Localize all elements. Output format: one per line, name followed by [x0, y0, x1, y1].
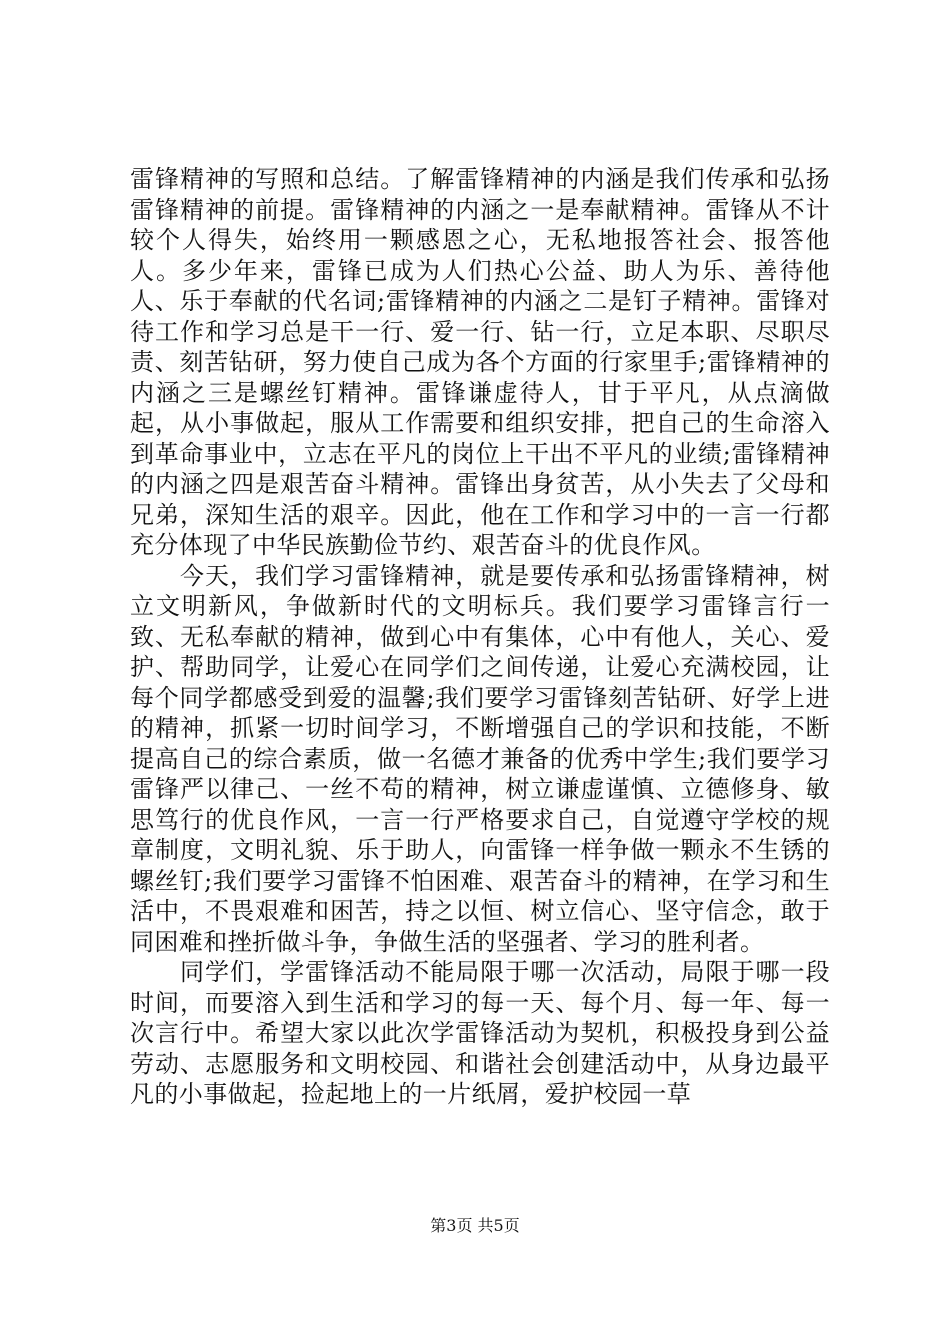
paragraph-3: 同学们，学雷锋活动不能局限于哪一次活动，局限于哪一段时间，而要溶入到生活和学习的每一天、每个月、每一年、每一次言行中。希望大家以此次学雷锋活动为契机，积极投身到公益劳动、志愿服务和文明校园、和谐社会创建活动中，从身边最平凡的小事做起，捡起地上的一片纸屑，爱护校园一草 [130, 958, 830, 1108]
page-number-label: 第3页 共5页 [430, 1216, 520, 1235]
document-body [130, 164, 830, 1110]
paragraph-1: 雷锋精神的写照和总结。了解雷锋精神的内涵是我们传承和弘扬雷锋精神的前提。雷锋精神的内涵之一是奉献精神。雷锋从不计较个人得失，始终用一颗感恩之心，无私地报答社会、报答他人。多少年来，雷锋已成为人们热心公益、助人为乐、善待他人、乐于奉献的代名词;雷锋精神的内涵之二是钉子精神。雷锋对待工作和学习总是干一行、爱一行、钻一行，立足本职、尽职尽责、刻苦钻研，努力使自己成为各个方面的行家里手;雷锋精神的内涵之三是螺丝钉精神。雷锋谦虚待人，甘于平凡，从点滴做起，从小事做起，服从工作需要和组织安排，把自己的生命溶入到革命事业中，立志在平凡的岗位上干出不平凡的业绩;雷锋精神的内涵之四是艰苦奋斗精神。雷锋出身贫苦，从小失去了父母和兄弟，深知生活的艰辛。因此，他在工作和学习中的一言一行都充分体现了中华民族勤俭节约、艰苦奋斗的优良作风。 [130, 165, 830, 559]
paragraph-2: 今天，我们学习雷锋精神，就是要传承和弘扬雷锋精神，树立文明新风，争做新时代的文明标兵。我们要学习雷锋言行一致、无私奉献的精神，做到心中有集体，心中有他人，关心、爱护、帮助同学，让爱心在同学们之间传递，让爱心充满校园，让每个同学都感受到爱的温馨;我们要学习雷锋刻苦钻研、好学上进的精神，抓紧一切时间学习，不断增强自己的学识和技能，不断提高自己的综合素质，做一名德才兼备的优秀中学生;我们要学习雷锋严以律己、一丝不苟的精神，树立谦虚谨慎、立德修身、敏思笃行的优良作风，一言一行严格要求自己，自觉遵守学校的规章制度，文明礼貌、乐于助人，向雷锋一样争做一颗永不生锈的螺丝钉;我们要学习雷锋不怕困难、艰苦奋斗的精神，在学习和生活中，不畏艰难和困苦，持之以恒、树立信心、坚守信念，敢于同困难和挫折做斗争，争做生活的坚强者、学习的胜利者。 [130, 561, 830, 956]
page-footer [0, 1216, 950, 1236]
